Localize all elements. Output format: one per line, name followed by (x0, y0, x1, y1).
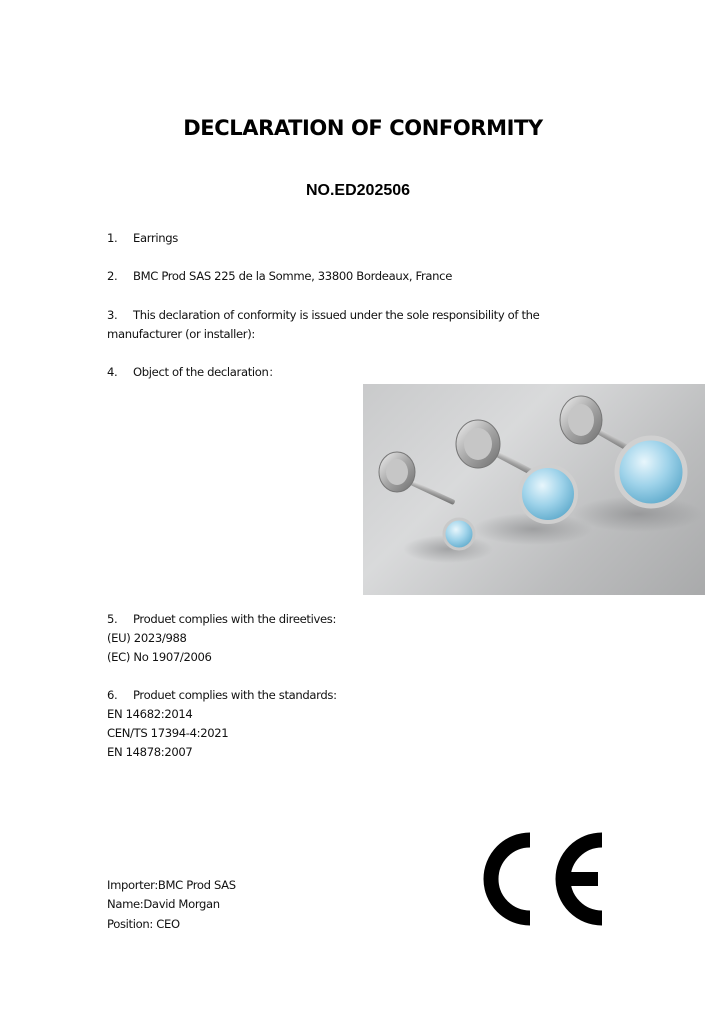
standard-1: EN 14682:2014 (107, 707, 193, 721)
earrings-illustration (363, 384, 705, 595)
item-1 (107, 229, 178, 248)
directive-1: (EU) 2023/988 (107, 631, 187, 645)
directive-2: (EC) No 1907/2006 (107, 650, 212, 664)
item-text: Produet complies with the standards: (133, 688, 337, 702)
standard-3: EN 14878:2007 (107, 745, 193, 759)
item-text: This declaration of conformity is issued under the sole responsibility of the (133, 308, 540, 322)
item-text: Produet complies with the direetives: (133, 612, 336, 626)
item-number: 1. (107, 231, 118, 245)
ce-mark-icon (478, 826, 608, 932)
document-number: NO.ED202506 (305, 182, 411, 199)
item-6 (107, 686, 337, 705)
item-number: 4. (107, 365, 118, 379)
item-text: BMC Prod SAS 225 de la Somme, 33800 Bordeaux, France (133, 269, 452, 283)
item-2 (107, 267, 452, 286)
item-3-continuation: manufacturer (or installer): (107, 327, 255, 341)
item-number: 6. (107, 688, 118, 702)
item-number: 5. (107, 612, 118, 626)
standard-2: CEN/TS 17394-4:2021 (107, 726, 229, 740)
position-line: Position: CEO (107, 917, 180, 931)
importer-line: Importer:BMC Prod SAS (107, 878, 236, 892)
item-4 (107, 363, 280, 382)
item-text: Object of the declaration： (133, 365, 280, 379)
earrings-photo (363, 384, 705, 595)
item-3 (107, 306, 539, 325)
item-number: 3. (107, 308, 118, 322)
item-text: Earrings (133, 231, 178, 245)
name-line: Name:David Morgan (107, 897, 220, 911)
item-number: 2. (107, 269, 118, 283)
document-title: DECLARATION OF CONFORMITY (183, 116, 543, 140)
item-5 (107, 610, 336, 629)
